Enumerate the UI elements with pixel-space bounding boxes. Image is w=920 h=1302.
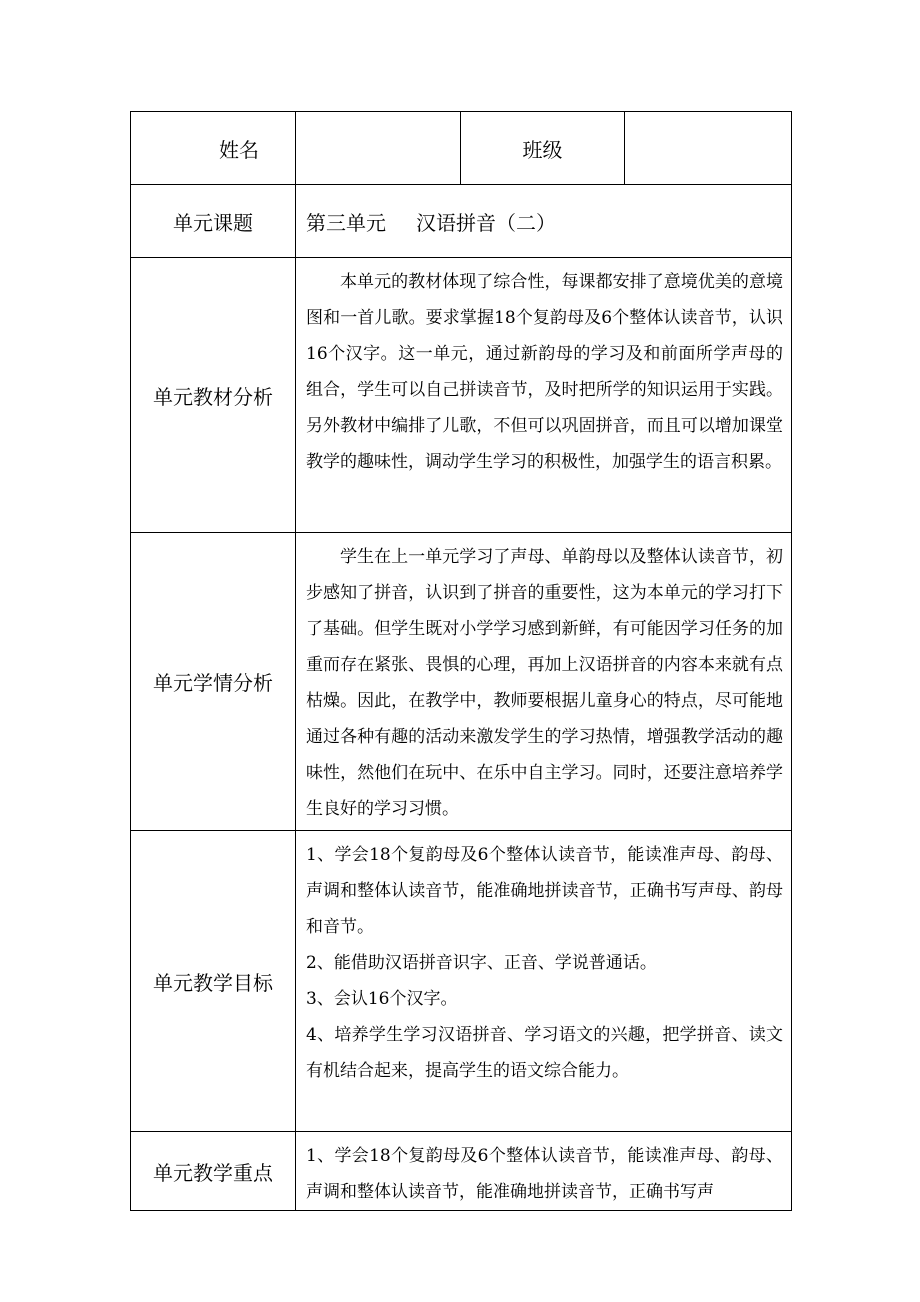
unit-topic-value (296, 185, 792, 258)
material-analysis-content (296, 258, 792, 533)
unit-number: 第三单元 (306, 210, 386, 235)
class-label: 班级 (461, 112, 625, 185)
teaching-goals-content (296, 831, 792, 1132)
unit-title: 汉语拼音（二） (416, 210, 556, 235)
material-analysis-row (131, 258, 792, 533)
teaching-goals-row (131, 831, 792, 1132)
goal-item: 1、学会18个复韵母及6个整体认读音节，能读准声母、韵母、声调和整体认读音节，能准确地拼读音节，正确书写声母、韵母和音节。 (306, 845, 783, 937)
goal-item: 3、会认16个汉字。 (306, 989, 458, 1009)
teaching-focus-label: 单元教学重点 (131, 1132, 296, 1211)
student-analysis-content (296, 533, 792, 831)
header-row (131, 112, 792, 185)
unit-topic-row (131, 185, 792, 258)
unit-topic-label: 单元课题 (131, 185, 296, 258)
teaching-focus-text: 1、学会18个复韵母及6个整体认读音节，能读准声母、韵母、声调和整体认读音节，能准确地拼读音节，正确书写声 (306, 1146, 783, 1202)
goal-item: 2、能借助汉语拼音识字、正音、学说普通话。 (306, 953, 657, 973)
teaching-focus-content (296, 1132, 792, 1211)
teaching-goals-label: 单元教学目标 (131, 831, 296, 1132)
teaching-focus-row (131, 1132, 792, 1211)
goal-item: 4、培养学生学习汉语拼音、学习语文的兴趣，把学拼音、读文有机结合起来，提高学生的语文综合能力。 (306, 1025, 783, 1081)
student-analysis-text: 学生在上一单元学习了声母、单韵母以及整体认读音节，初步感知了拼音，认识到了拼音的重要性，这为本单元的学习打下了基础。但学生既对小学学习感到新鲜，有可能因学习任务的加重而存在紧张、畏惧的心理，再加上汉语拼音的内容本来就有点枯燥。因此，在教学中，教师要根据儿童身心的特点，尽可能地通过各种有趣的活动来激发学生的学习热情，增强教学活动的趣味性，然他们在玩中、在乐中自主学习。同时，还要注意培养学生良好的学习习惯。 (306, 547, 783, 819)
material-analysis-text: 本单元的教材体现了综合性，每课都安排了意境优美的意境图和一首儿歌。要求掌握18个复韵母及6个整体认读音节，认识16个汉字。这一单元，通过新韵母的学习及和前面所学声母的组合，学生可以自己拼读音节，及时把所学的知识运用于实践。另外教材中编排了儿歌，不但可以巩固拼音，而且可以增加课堂教学的趣味性，调动学生学习的积极性，加强学生的语言积累。 (306, 272, 783, 472)
name-label: 姓名 (131, 112, 296, 185)
name-value-cell[interactable] (296, 112, 461, 185)
student-analysis-row (131, 533, 792, 831)
class-value-cell[interactable] (625, 112, 792, 185)
lesson-plan-table (130, 111, 792, 1211)
student-analysis-label: 单元学情分析 (131, 533, 296, 831)
material-analysis-label: 单元教材分析 (131, 258, 296, 533)
